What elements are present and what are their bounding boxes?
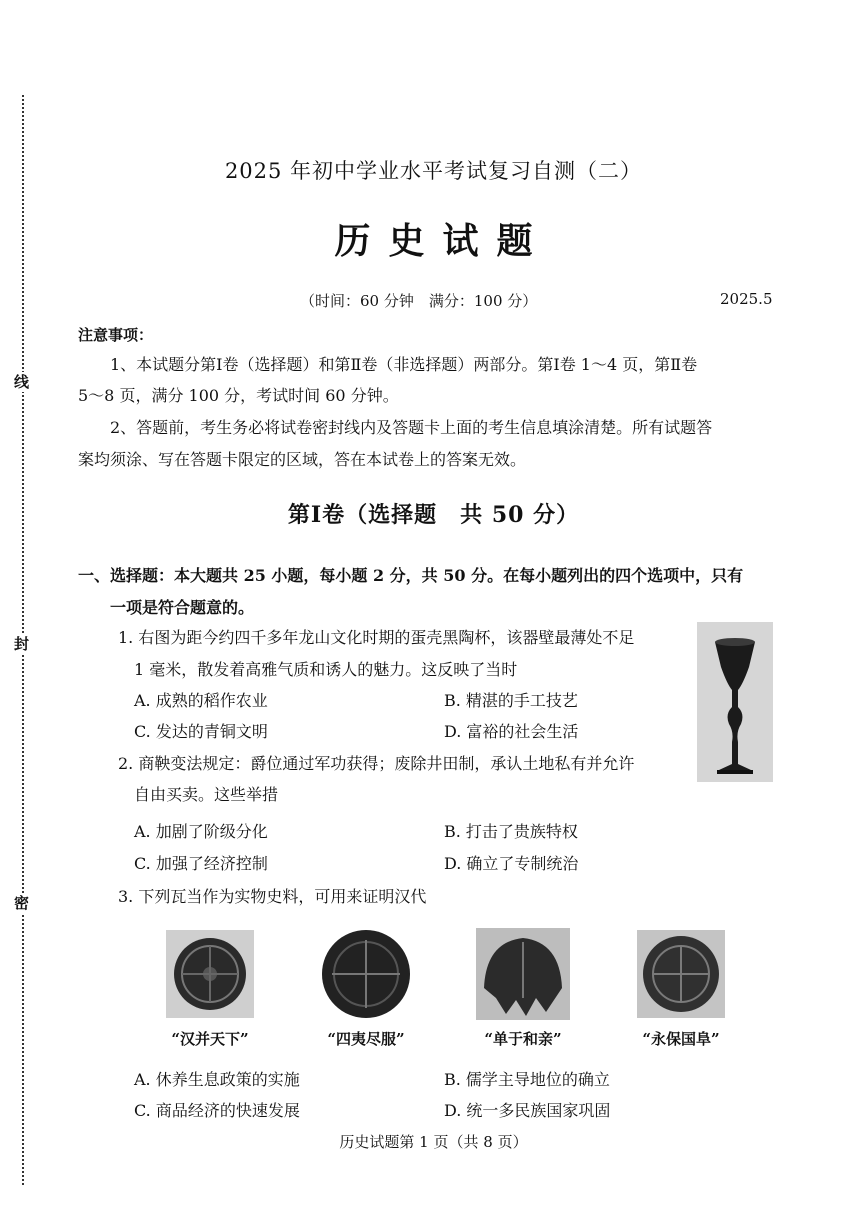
q2-option-c[interactable]: C. 加强了经济控制	[134, 854, 268, 873]
binding-char-mi: 密	[14, 894, 30, 912]
q3-option-a[interactable]: A. 休养生息政策的实施	[134, 1070, 300, 1089]
tile-caption-2: “四夷尽服”	[327, 1030, 405, 1048]
subject-title: 历史试题	[334, 220, 551, 262]
section-intro-line2: 一项是符合题意的。	[110, 598, 255, 617]
notice-item1-line2: 5～8 页，满分 100 分，考试时间 60 分钟。	[78, 386, 399, 405]
tile-caption-1: “汉并天下”	[171, 1030, 249, 1048]
black-pottery-cup-image	[697, 622, 773, 782]
q2-stem-line2: 自由买卖。这些举措	[134, 785, 279, 804]
section-title: 第Ⅰ卷（选择题 共 50 分）	[287, 502, 580, 528]
binding-char-xian: 线	[14, 373, 30, 391]
notice-item2-line2: 案均须涂、写在答题卡限定的区域，答在本试卷上的答案无效。	[78, 450, 527, 469]
notice-item1-line1: 1、本试题分第Ⅰ卷（选择题）和第Ⅱ卷（非选择题）两部分。第Ⅰ卷 1～4 页，第Ⅱ卷	[110, 355, 698, 374]
q3-option-c[interactable]: C. 商品经济的快速发展	[134, 1101, 300, 1120]
q1-stem-line1: 1. 右图为距今约四千多年龙山文化时期的蛋壳黑陶杯，该器壁最薄处不足	[118, 628, 635, 647]
q2-stem-line1: 2. 商鞅变法规定：爵位通过军功获得；废除井田制，承认土地私有并允许	[118, 754, 635, 773]
notice-heading: 注意事项：	[78, 326, 154, 344]
time-info: （时间：60 分钟 满分：100 分）	[300, 292, 538, 310]
exam-title: 2025 年初中学业水平考试复习自测（二）	[224, 159, 643, 183]
q1-option-b[interactable]: B. 精湛的手工技艺	[444, 691, 578, 710]
q2-option-a[interactable]: A. 加剧了阶级分化	[134, 822, 268, 841]
q1-stem-line2: 1 毫米，散发着高雅气质和诱人的魅力。这反映了当时	[134, 660, 518, 679]
section-intro-line1: 一、选择题：本大题共 25 小题，每小题 2 分，共 50 分。在每小题列出的四个选项中，只有	[78, 566, 744, 585]
q3-option-d[interactable]: D. 统一多民族国家巩固	[444, 1101, 611, 1120]
tile-caption-4: “永保国阜”	[642, 1030, 720, 1048]
tile-image-han-bing-tian-xia	[166, 930, 254, 1018]
q1-option-c[interactable]: C. 发达的青铜文明	[134, 722, 268, 741]
q1-option-a[interactable]: A. 成熟的稻作农业	[134, 691, 268, 710]
tile-caption-3: “单于和亲”	[484, 1030, 562, 1048]
page-footer: 历史试题第 1 页（共 8 页）	[339, 1133, 528, 1151]
tile-image-si-yi-jin-fu	[322, 930, 410, 1018]
q3-option-b[interactable]: B. 儒学主导地位的确立	[444, 1070, 610, 1089]
q2-option-b[interactable]: B. 打击了贵族特权	[444, 822, 578, 841]
tile-image-chan-yu-he-qin	[476, 928, 564, 1016]
binding-char-feng: 封	[14, 635, 30, 653]
exam-date: 2025.5	[720, 290, 773, 308]
notice-item2-line1: 2、答题前，考生务必将试卷密封线内及答题卡上面的考生信息填涂清楚。所有试题答	[110, 418, 713, 437]
q3-stem: 3. 下列瓦当作为实物史料，可用来证明汉代	[118, 887, 427, 906]
q2-option-d[interactable]: D. 确立了专制统治	[444, 854, 579, 873]
q1-option-d[interactable]: D. 富裕的社会生活	[444, 722, 579, 741]
tile-image-yong-bao-guo-fu	[637, 930, 725, 1018]
